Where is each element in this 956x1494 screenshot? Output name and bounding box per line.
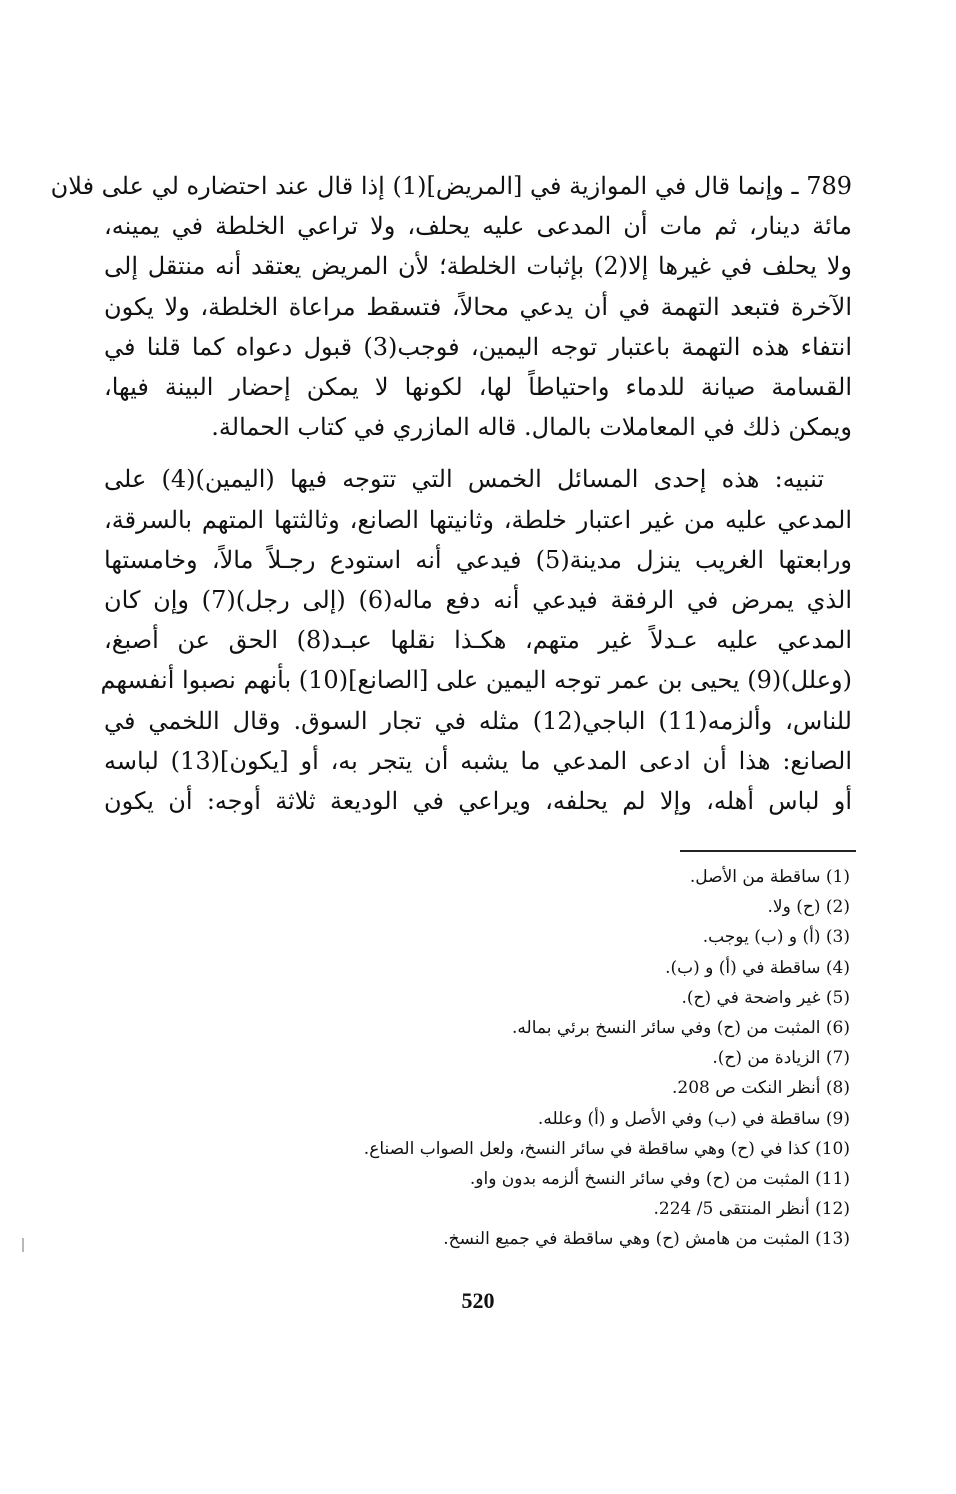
text-line: الذي يمرض في الرفقة فيدعي أنه دفع ماله(6) (إلى رجل)(7) وإن كان: [104, 586, 852, 615]
text-line: (وعلل)(9) يحيى بن عمر توجه اليمين على [الصانع](10) بأنهم نصبوا أنفسهم: [100, 666, 852, 695]
text-line: 789 ـ وإنما قال في الموازية في [المريض](1) إذا قال عند احتضاره لي على فلان: [50, 172, 852, 200]
footnote-separator: [680, 850, 856, 852]
text-line: القسامة صيانة للدماء واحتياطاً لها، لكونها لا يمكن إحضار البينة فيها،: [104, 373, 852, 402]
text-line: انتفاء هذه التهمة باعتبار توجه اليمين، فوجب(3) قبول دعواه كما قلنا في: [104, 332, 852, 361]
text-line: أو لباس أهله، وإلا لم يحلفه، ويراعي في الوديعة ثلاثة أوجه: أن يكون: [104, 787, 852, 816]
footnotes-block: [200, 862, 850, 1255]
footnote: (7) الزيادة من (ح).: [712, 1048, 850, 1069]
footnote: (8) أنظر النكت ص 208.: [671, 1078, 850, 1099]
footnote: (2) (ح) ولا.: [767, 897, 850, 918]
text-line: للناس، وألزمه(11) الباجي(12) مثله في تجار السوق. وقال اللخمي في: [104, 706, 852, 735]
footnote: (9) ساقطة في (ب) وفي الأصل و (أ) وعلله.: [537, 1108, 850, 1129]
text-line: المدعي عليه عـدلاً غير متهم، هكـذا نقلها عبـد(8) الحق عن أصبغ،: [104, 626, 852, 655]
text-line: ويمكن ذلك في المعاملات بالمال. قاله المازري في كتاب الحمالة.: [211, 413, 852, 442]
paragraph-789: [50, 166, 852, 447]
footnote: (11) المثبت من (ح) وفي سائر النسخ ألزمه بدون واو.: [469, 1169, 850, 1190]
footnote: (4) ساقطة في (أ) و (ب).: [665, 957, 850, 978]
scan-artifact: [22, 1238, 24, 1252]
text-line: الصانع: هذا أن ادعى المدعي ما يشبه أن يتجر به، أو [يكون](13) لباسه: [104, 746, 852, 775]
footnote: (3) (أ) و (ب) يوجب.: [702, 927, 850, 948]
footnote: (1) ساقطة من الأصل.: [689, 867, 850, 887]
footnote: (6) المثبت من (ح) وفي سائر النسخ برئي بماله.: [512, 1018, 850, 1039]
text-line: مائة دينار، ثم مات أن المدعى عليه يحلف، ولا تراعي الخلطة في يمينه،: [104, 212, 852, 241]
footnote: (13) المثبت من هامش (ح) وهي ساقطة في جميع النسخ.: [443, 1229, 850, 1250]
text-line: ولا يحلف في غيرها إلا(2) بإثبات الخلطة؛ لأن المريض يعتقد أنه منتقل إلى: [104, 252, 852, 281]
main-text-block: [50, 166, 852, 821]
text-line: ورابعتها الغريب ينزل مدينة(5) فيدعي أنه استودع رجـلاً مالاً، وخامستها: [104, 545, 852, 574]
footnote: (5) غير واضحة في (ح).: [681, 987, 850, 1008]
footnote: (12) أنظر المنتقى 5/ 224.: [653, 1199, 850, 1220]
text-line: الآخرة فتبعد التهمة في أن يدعي محالاً، فتسقط مراعاة الخلطة، ولا يكون: [104, 292, 852, 321]
text-line: المدعي عليه من غير اعتبار خلطة، وثانيتها الصانع، وثالثتها المتهم بالسرقة،: [104, 505, 852, 534]
footnote: (10) كذا في (ح) وهي ساقطة في سائر النسخ، ولعل الصواب الصناع.: [363, 1138, 850, 1159]
text-line: تنبيه: هذه إحدى المسائل الخمس التي تتوجه فيها (اليمين)(4) على: [104, 465, 824, 494]
paragraph-tanbih: [100, 459, 852, 821]
page-number: 520: [461, 1288, 495, 1313]
